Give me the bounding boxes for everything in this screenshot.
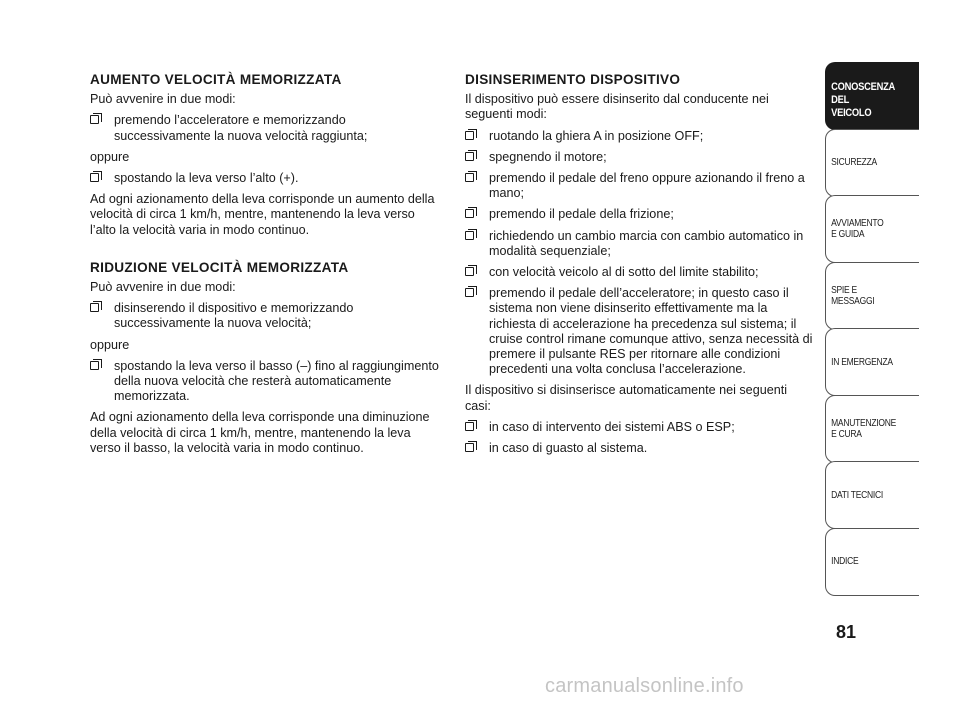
checkbox-bullet-icon: [90, 361, 99, 370]
list-item-text: con velocità veicolo al di sotto del limite stabilito;: [489, 265, 759, 280]
section-heading-riduzione: RIDUZIONE VELOCITÀ MEMORIZZATA: [90, 259, 349, 275]
tab-dati-tecnici[interactable]: [825, 461, 919, 529]
tab-label: SPIE E MESSAGGI: [831, 284, 875, 307]
tab-label: AVVIAMENTO E GUIDA: [831, 218, 884, 240]
list-item-text: premendo il pedale del freno oppure azionando il freno a mano;: [489, 171, 805, 201]
checkbox-bullet-icon: [465, 131, 474, 140]
chapter-tabs: [825, 62, 919, 596]
list-item-text: in caso di intervento dei sistemi ABS o ESP;: [489, 419, 735, 434]
checkbox-bullet-icon: [90, 303, 99, 312]
checkbox-bullet-icon: [465, 231, 474, 240]
section-intro: Può avvenire in due modi:: [90, 92, 236, 107]
tab-label: DATI TECNICI: [831, 489, 883, 501]
section-note: Ad ogni azionamento della leva corrisponde un aumento della velocità di circa 1 km/h, mentre, mantenendo la leva verso l’alto la velocità varia in modo continuo.: [90, 192, 435, 237]
tab-label: SICUREZZA: [831, 157, 877, 168]
tab-label: CONOSCENZA DEL VEICOLO: [831, 81, 896, 119]
list-item: [90, 113, 442, 143]
tab-label: INDICE: [831, 556, 859, 567]
checkbox-bullet-icon: [90, 115, 99, 124]
list-item-text: disinserendo il dispositivo e memorizzando successivamente la nuova velocità;: [114, 301, 354, 331]
tab-sicurezza[interactable]: [825, 129, 919, 197]
watermark: carmanualsonline.info: [545, 675, 744, 697]
checkbox-bullet-icon: [465, 288, 474, 297]
checkbox-bullet-icon: [465, 422, 474, 431]
list-item-text: spostando la leva verso l’alto (+).: [114, 171, 299, 186]
left-column: [90, 72, 442, 462]
section-intro: Il dispositivo può essere disinserito dal conducente nei seguenti modi:: [465, 92, 769, 122]
checkbox-bullet-icon: [465, 173, 474, 182]
list-item-text: ruotando la ghiera A in posizione OFF;: [489, 128, 704, 143]
right-column: [465, 72, 815, 462]
list-item: [465, 420, 815, 435]
list-item: [465, 150, 815, 165]
list-item-text: premendo il pedale dell’acceleratore; in questo caso il sistema non viene disinserito effettivamente ma la richiesta di accelerazione ha precedenza sul sistema; il cruise control rimane comunque attivo, senza necessità di premere il pulsante RES per ritornare alle condizioni precedenti una volta conclusa l’accelerazione.: [489, 286, 813, 377]
list-item-text: richiedendo un cambio marcia con cambio automatico in modalità sequenziale;: [489, 228, 804, 258]
tab-spie-e-messaggi[interactable]: [825, 262, 919, 330]
list-item: [90, 359, 442, 405]
checkbox-bullet-icon: [465, 152, 474, 161]
list-item: [465, 171, 815, 201]
list-item: [465, 229, 815, 259]
list-item-text: premendo il pedale della frizione;: [489, 207, 674, 222]
oppure-text: oppure: [90, 337, 130, 352]
section-note: Ad ogni azionamento della leva corrisponde una diminuzione della velocità di circa 1 km/h, mentre, mantenendo la leva verso il basso, la velocità varia in modo continuo.: [90, 410, 430, 455]
section-intro: Può avvenire in due modi:: [90, 280, 236, 295]
page-number: 81: [835, 622, 857, 642]
checkbox-bullet-icon: [465, 209, 474, 218]
tab-label: IN EMERGENZA: [831, 356, 893, 368]
tab-label: MANUTENZIONE E CURA: [831, 417, 897, 440]
tab-conoscenza-del-veicolo[interactable]: [825, 62, 919, 130]
section-heading-aumento: AUMENTO VELOCITÀ MEMORIZZATA: [90, 72, 342, 87]
list-item: [90, 171, 442, 186]
list-item: [465, 441, 815, 456]
list-item-text: in caso di guasto al sistema.: [489, 441, 648, 456]
checkbox-bullet-icon: [90, 173, 99, 182]
list-item: [465, 286, 815, 377]
checkbox-bullet-icon: [465, 443, 474, 452]
list-item: [90, 301, 442, 331]
oppure-text: oppure: [90, 149, 130, 164]
list-item: [465, 129, 815, 144]
tab-in-emergenza[interactable]: [825, 328, 919, 396]
tab-avviamento-e-guida[interactable]: [825, 195, 919, 263]
list-item-text: premendo l’acceleratore e memorizzando successivamente la nuova velocità raggiunta;: [114, 113, 368, 143]
section-heading-disinserimento: DISINSERIMENTO DISPOSITIVO: [465, 72, 681, 87]
list-item-text: spegnendo il motore;: [489, 149, 607, 164]
list-item: [465, 265, 815, 280]
list-item-text: spostando la leva verso il basso (–) fino al raggiungimento della nuova velocità che resterà automaticamente memorizzata.: [114, 358, 439, 404]
tab-manutenzione-e-cura[interactable]: [825, 395, 919, 463]
list-item: [465, 207, 815, 222]
tab-indice[interactable]: [825, 528, 919, 596]
auto-disable-intro: Il dispositivo si disinserisce automaticamente nei seguenti casi:: [465, 383, 788, 413]
checkbox-bullet-icon: [465, 267, 474, 276]
